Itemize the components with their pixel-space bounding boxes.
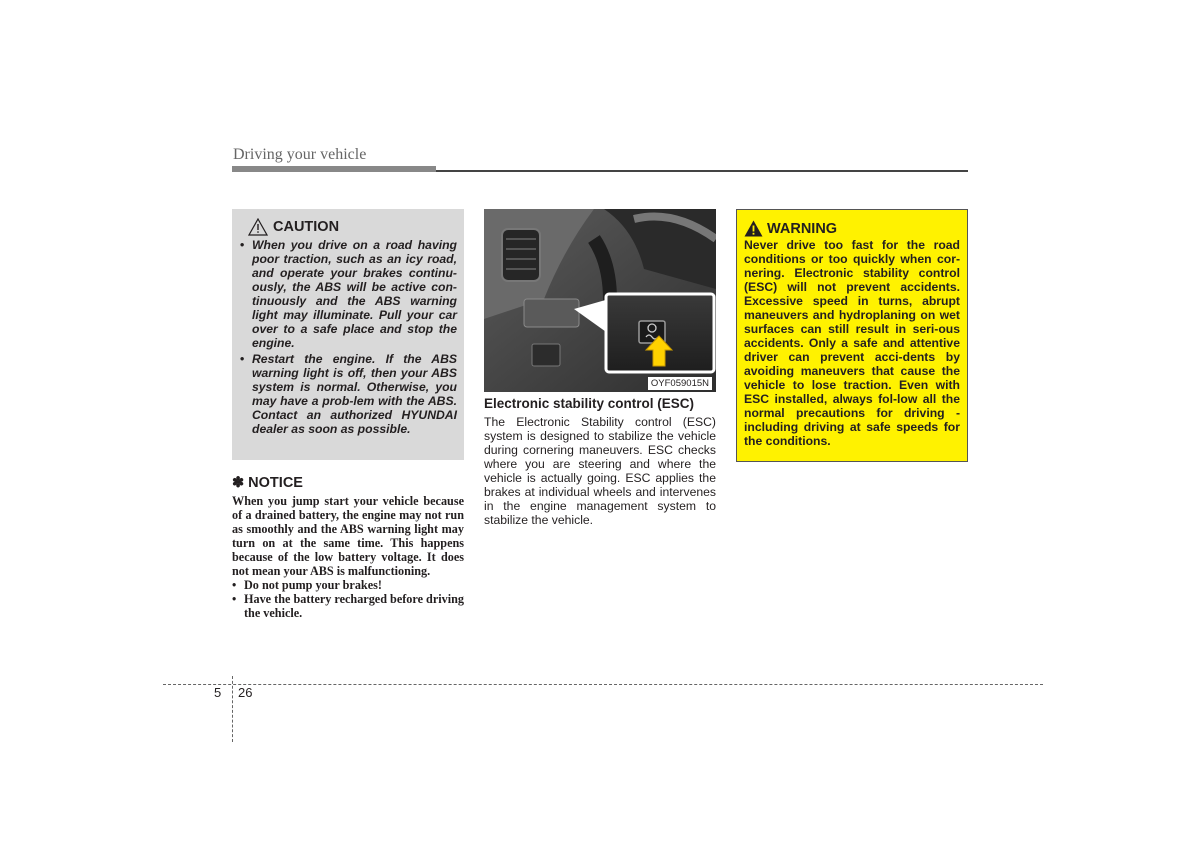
page-number: 26 [238,685,253,700]
chapter-number: 5 [214,685,222,700]
notice-section [232,475,464,620]
footer-divider [232,676,233,742]
warning-triangle-icon [744,220,763,237]
caution-heading [248,218,457,236]
notice-body: When you jump start your vehicle because of a drained battery, the engine may not run as smoothly and the ABS warning light may turn on at the same time. This happens because of the low battery voltage. It does not mean your ABS is malfunctioning. [232,494,464,578]
header-rule-thick [232,166,436,172]
page-header-title: Driving your vehicle [233,146,367,163]
esc-body: The Electronic Stability control (ESC) system is designed to stabilize the vehicle during cornering maneuvers. ESC checks where you are steering and where the vehicle is actually going. ESC applies the brakes at individual wheels and intervenes in the engine management system to stabilize the vehicle. [484,415,716,527]
warning-title: WARNING [767,220,838,237]
warning-box [736,209,968,462]
footer-rule [163,684,1043,685]
caution-list [240,238,457,436]
caution-triangle-icon [248,218,268,236]
caution-item: • When you drive on a road having poor traction, such as an icy road, and operate your brakes continu-ously, the ABS will be active con-tinuously and the ABS warning light may illuminate. Pull your car over to a safe place and stop the engine. [240,238,457,350]
caution-item: • Restart the engine. If the ABS warning light is off, then your ABS system is normal. Otherwise, you may have a prob-lem with the ABS. Contact an authorized HYUNDAI dealer as soon as possible. [240,352,457,436]
warning-body: Never drive too fast for the road conditions or too quickly when cor-nering. Electronic stability control (ESC) will not prevent accidents. Excessive speed in turns, abrupt maneuvers and hydroplaning on wet surfaces can still result in seri-ous accidents. Only a safe and attentive driver can prevent acci-dents by avoiding maneuvers that cause the vehicle to lose traction. Even with ESC installed, always fol-low all the normal precautions for driving - including driving at safe speeds for the conditions. [744,238,960,448]
caution-title: CAUTION [273,219,340,235]
caution-box [232,209,464,460]
header-rule-thin [436,170,968,172]
esc-heading: Electronic stability control (ESC) [484,396,695,411]
esc-button-photo [484,209,716,392]
notice-list [232,578,464,620]
notice-title: ✽ NOTICE [232,475,303,491]
warning-heading [744,220,960,237]
figure-caption: OYF059015N [648,377,712,390]
dashboard-illustration [484,209,716,392]
notice-item: • Do not pump your brakes! [232,578,464,592]
notice-item: • Have the battery recharged before driving the vehicle. [232,592,464,620]
